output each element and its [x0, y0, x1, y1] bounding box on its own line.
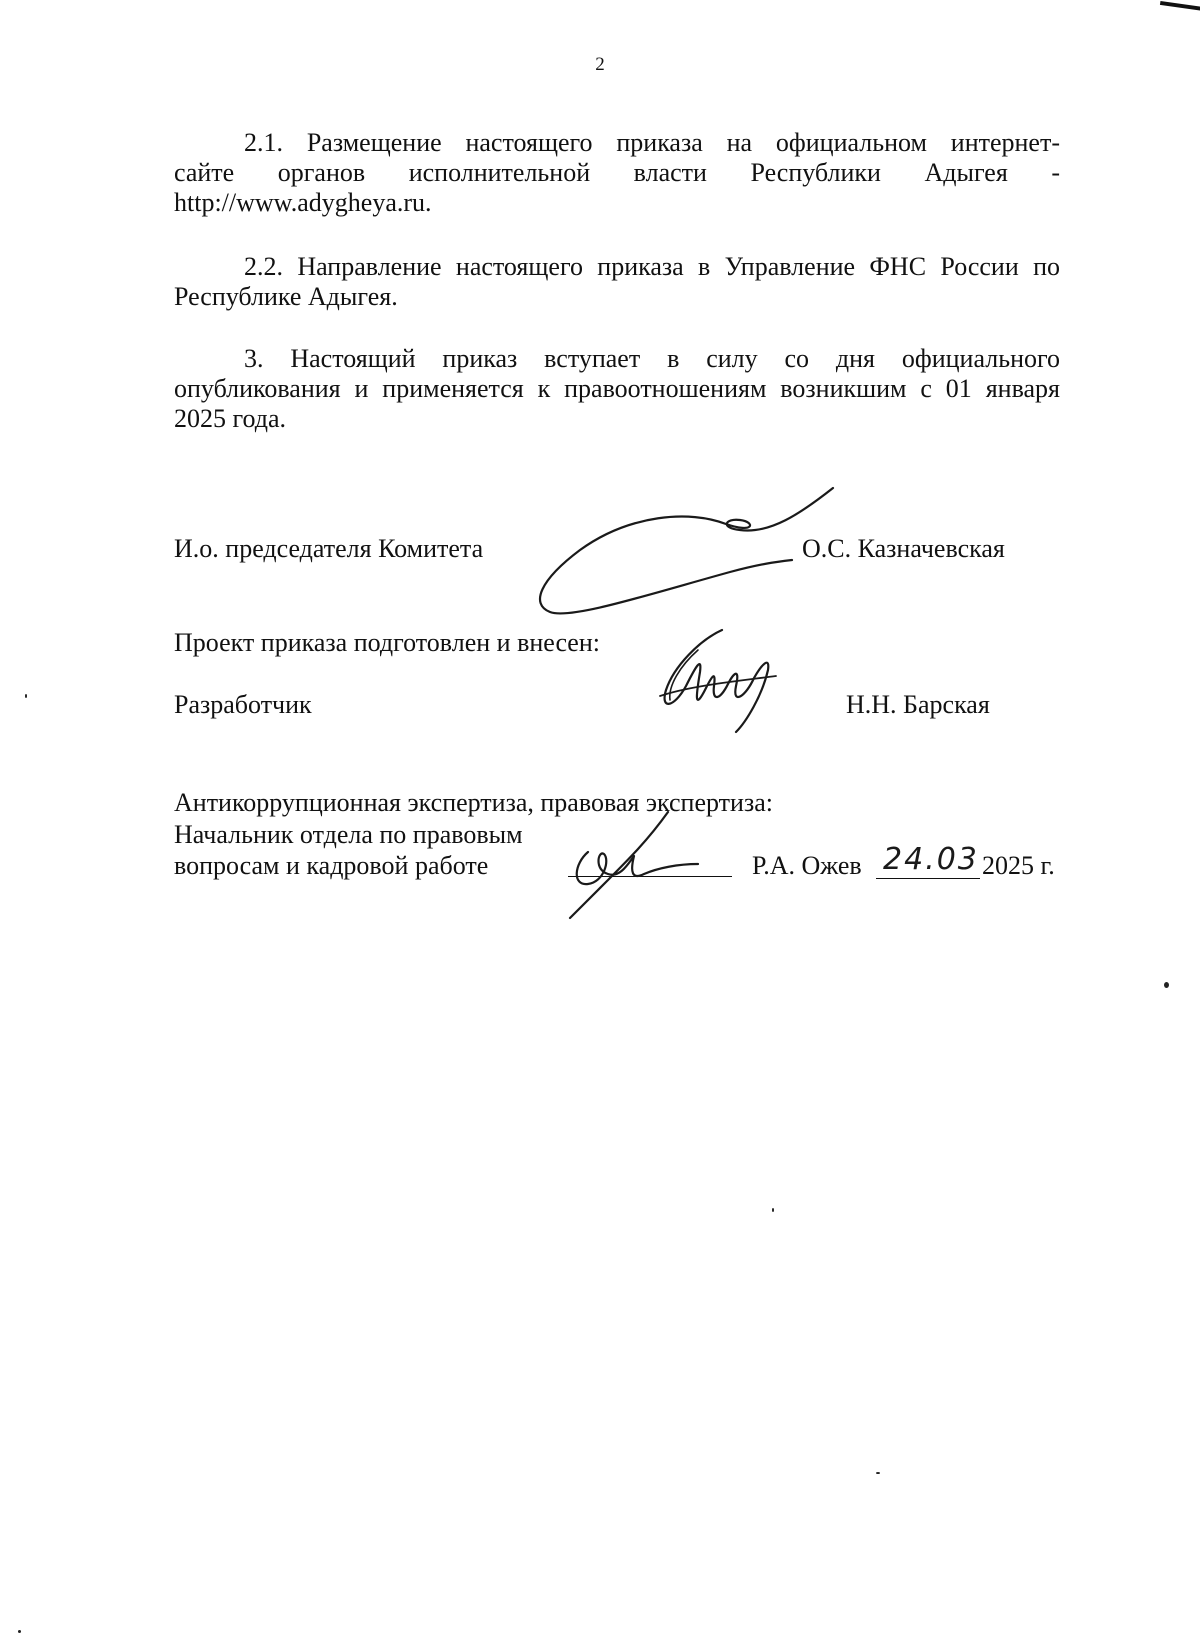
- paragraph-2-2-line-1: 2.2. Направление настоящего приказа в Управление ФНС России по: [244, 252, 1060, 281]
- expertise-signature: [548, 810, 738, 920]
- scan-speck: [772, 1208, 774, 1212]
- scan-corner-mark: [1160, 1, 1200, 11]
- paragraph-3: [174, 344, 1060, 434]
- paragraph-2-1-line-2: сайте органов исполнительной власти Республики Адыгея -: [174, 158, 1060, 187]
- scan-speck: [876, 1472, 880, 1474]
- paragraph-3-line-3: 2025 года.: [174, 404, 287, 433]
- developer-position: Разработчик: [174, 690, 312, 719]
- paragraph-2-2-line-2: Республике Адыгея.: [174, 282, 398, 311]
- developer-signature: [650, 626, 800, 736]
- project-note: Проект приказа подготовлен и внесен:: [174, 628, 600, 657]
- scan-speck: [25, 694, 27, 698]
- expertise-name: Р.А. Ожев: [752, 851, 862, 880]
- paragraph-2-1: [174, 128, 1060, 218]
- date-underline: [876, 878, 980, 879]
- paragraph-2-1-line-3: http://www.adygheya.ru.: [174, 188, 432, 217]
- scan-speck: [1164, 982, 1169, 988]
- chairman-name: О.С. Казначевская: [802, 534, 1005, 563]
- paragraph-2-2: [174, 252, 1060, 312]
- expertise-position-line-1: Начальник отдела по правовым: [174, 820, 523, 849]
- paragraph-2-1-line-1: 2.1. Размещение настоящего приказа на официальном интернет-: [244, 128, 1060, 157]
- developer-name: Н.Н. Барская: [846, 690, 990, 719]
- expertise-position-line-2: вопросам и кадровой работе: [174, 851, 489, 880]
- paragraph-3-line-2: опубликования и применяется к правоотношениям возникшим с 01 января: [174, 374, 1060, 403]
- expertise-heading: Антикоррупционная экспертиза, правовая экспертиза:: [174, 788, 773, 817]
- paragraph-3-line-1: 3. Настоящий приказ вступает в силу со дня официального: [244, 344, 1060, 373]
- scan-speck: [18, 1630, 21, 1633]
- chairman-position: И.о. председателя Комитета: [174, 534, 484, 563]
- expertise-year: 2025 г.: [982, 851, 1055, 880]
- page-number: 2: [595, 54, 605, 75]
- handwritten-date: 24.03: [883, 842, 979, 877]
- chairman-signature: [530, 484, 840, 624]
